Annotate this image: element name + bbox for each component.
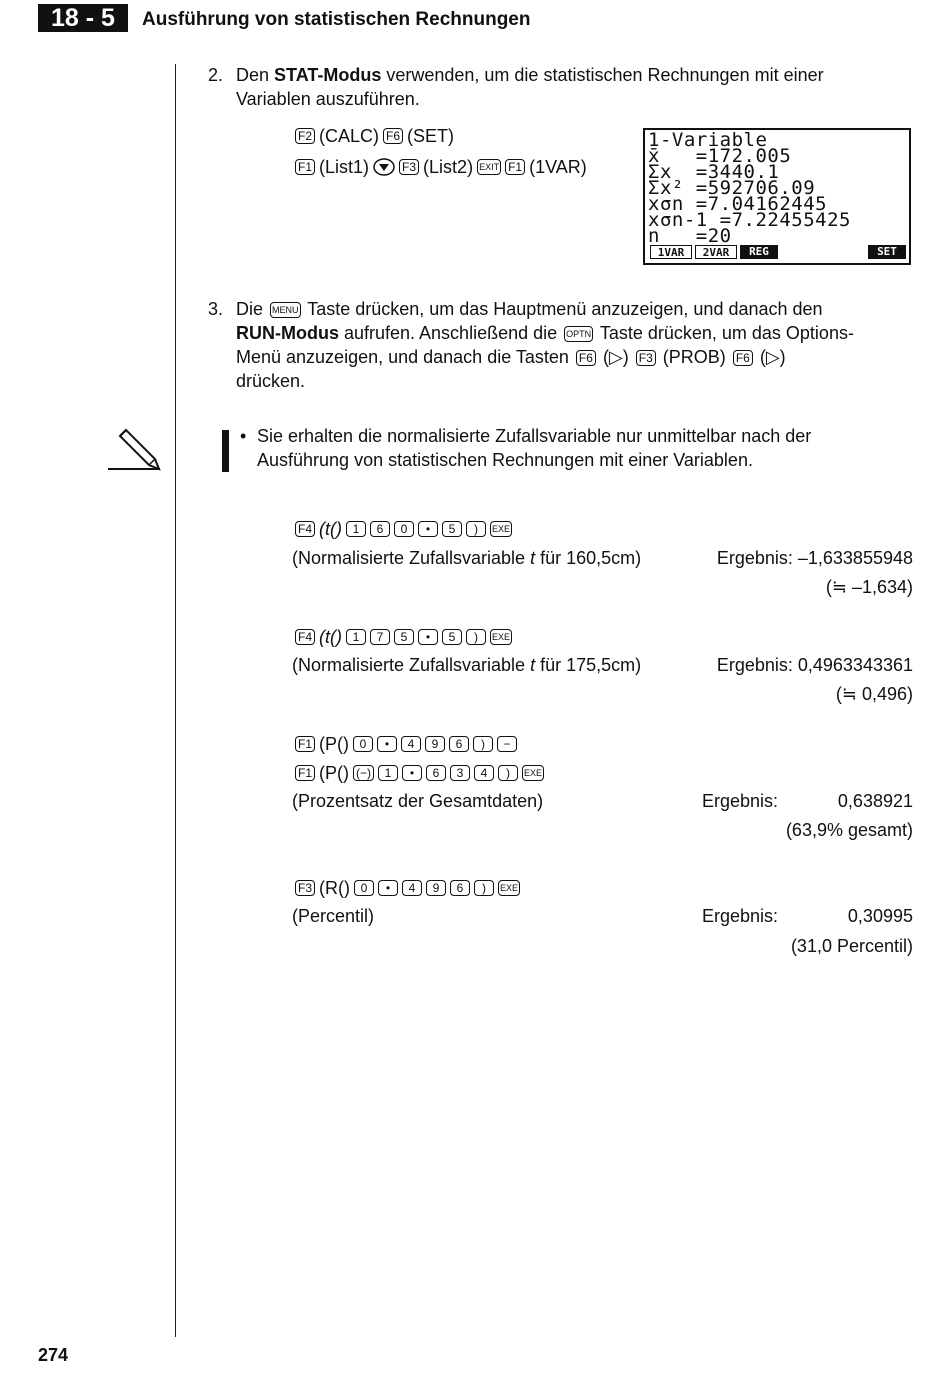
key-f1: F1 (505, 159, 525, 175)
key-f1: F1 (295, 765, 315, 781)
key-close-paren: ) (498, 765, 518, 781)
key-0: 0 (353, 736, 373, 752)
ex4-description: (Percentil) (292, 906, 375, 926)
note-text: Sie erhalten die normalisierte Zufallsvariable nur unmittelbar nach der Ausführung von statistischen Rechnungen mit einer Variablen. (257, 426, 812, 470)
key-negative: (−) (353, 765, 374, 781)
ex2-approx: (≒ 0,496) (835, 684, 913, 704)
note-bar (222, 430, 229, 472)
key-1: 1 (378, 765, 398, 781)
step3-text: Die MENU Taste drücken, um das Hauptmenü anzuzeigen, und danach den RUN-Modus aufrufen. Anschließend die OPTN Taste drücken, um das Options- Menü anzuzeigen, und danach die Tasten F6 (▷) F3 (PROB) F6 (▷) drücken. (236, 299, 854, 391)
softkey-bar (648, 245, 906, 260)
key-1: 1 (346, 629, 366, 645)
key-f6: F6 (733, 350, 753, 366)
key-6: 6 (370, 521, 390, 537)
key-optn: OPTN (564, 326, 593, 342)
screen-line: n =20 (648, 225, 732, 247)
ex1-result: Ergebnis: –1,633855948 (716, 548, 913, 568)
key-close-paren: ) (473, 736, 493, 752)
ex2-description: (Normalisierte Zufallsvariable t für 175,5cm) (292, 655, 642, 675)
key-f6: F6 (576, 350, 596, 366)
key-9: 9 (425, 736, 445, 752)
ex4-result-label: Ergebnis: (702, 906, 779, 926)
ex4-result-value: 0,30995 (847, 906, 913, 926)
ex3-keys-a: F1 (P() 0 • 4 9 6 ) − (293, 732, 519, 756)
key-f3: F3 (295, 880, 315, 896)
key-3: 3 (450, 765, 470, 781)
softkey-reg: REG (740, 245, 778, 259)
run-mode-label: RUN-Modus (236, 323, 339, 343)
stat-mode-label: STAT-Modus (274, 65, 382, 85)
ex4-keys: F3 (R() 0 • 4 9 6 ) EXE (293, 876, 522, 900)
softkey-set: SET (868, 245, 906, 259)
screen-line: xσn =7.04162445 (648, 193, 828, 215)
key-exe: EXE (490, 521, 512, 537)
key-5: 5 (442, 629, 462, 645)
softkey-2var: 2VAR (695, 245, 737, 259)
key-f3: F3 (636, 350, 656, 366)
key-close-paren: ) (474, 880, 494, 896)
key-dot: • (418, 521, 438, 537)
note-bullet: • (240, 426, 247, 446)
key-4: 4 (401, 736, 421, 752)
key-0: 0 (394, 521, 414, 537)
key-4: 4 (402, 880, 422, 896)
key-5: 5 (394, 629, 414, 645)
cursor-down-icon (373, 158, 395, 176)
step2-number: 2. (208, 65, 224, 85)
key-5: 5 (442, 521, 462, 537)
key-exit: EXIT (477, 159, 501, 175)
key-f1: F1 (295, 736, 315, 752)
step3-number: 3. (208, 299, 224, 319)
softkey-1var: 1VAR (650, 245, 692, 259)
key-exe: EXE (522, 765, 544, 781)
page-number: 274 (38, 1345, 69, 1365)
key-menu: MENU (270, 302, 301, 318)
key-dot: • (418, 629, 438, 645)
key-dot: • (378, 880, 398, 896)
key-f4: F4 (295, 629, 315, 645)
screen-line: Σx =3440.1 (648, 161, 780, 183)
step2-keys-line1: F2 (CALC) F6 (SET) (293, 124, 456, 148)
key-f3: F3 (399, 159, 419, 175)
ex3-result-label: Ergebnis: (702, 791, 779, 811)
calculator-screen (643, 128, 911, 265)
step2-text: Den STAT-Modus verwenden, um die statistischen Rechnungen mit einer Variablen auszuführen. (236, 65, 824, 109)
key-exe: EXE (490, 629, 512, 645)
key-exe: EXE (498, 880, 520, 896)
screen-line: xσn-1 =7.22455425 (648, 209, 851, 231)
pencil-icon (106, 424, 164, 472)
ex1-keys: F4 (t() 1 6 0 • 5 ) EXE (293, 517, 514, 541)
key-f6: F6 (383, 128, 403, 144)
key-7: 7 (370, 629, 390, 645)
key-dot: • (377, 736, 397, 752)
key-9: 9 (426, 880, 446, 896)
ex2-keys: F4 (t() 1 7 5 • 5 ) EXE (293, 625, 514, 649)
ex1-description: (Normalisierte Zufallsvariable t für 160,5cm) (292, 548, 642, 568)
key-f2: F2 (295, 128, 315, 144)
ex2-result: Ergebnis: 0,4963343361 (716, 655, 913, 675)
screen-line: 1-Variable (648, 129, 768, 151)
key-dot: • (402, 765, 422, 781)
screen-line: x̄ =172.005 (648, 145, 792, 167)
key-minus: − (497, 736, 517, 752)
key-close-paren: ) (466, 629, 486, 645)
step2-keys-line2: F1 (List1) F3 (List2) EXIT F1 (1VAR) (293, 155, 589, 179)
key-0: 0 (354, 880, 374, 896)
margin-rule (175, 64, 176, 1337)
key-close-paren: ) (466, 521, 486, 537)
ex3-keys-b: F1 (P() (−) 1 • 6 3 4 ) EXE (293, 761, 546, 785)
key-6: 6 (449, 736, 469, 752)
ex1-approx: (≒ –1,634) (825, 577, 913, 597)
ex3-note: (63,9% gesamt) (785, 820, 913, 840)
screen-line: Σx² =592706.09 (648, 177, 816, 199)
ex3-description: (Prozentsatz der Gesamtdaten) (292, 791, 544, 811)
key-6: 6 (426, 765, 446, 781)
key-1: 1 (346, 521, 366, 537)
chapter-badge: 18 - 5 (38, 4, 128, 32)
section-title: Ausführung von statistischen Rechnungen (142, 9, 531, 30)
ex4-note: (31,0 Percentil) (790, 936, 913, 956)
key-6: 6 (450, 880, 470, 896)
key-f1: F1 (295, 159, 315, 175)
key-f4: F4 (295, 521, 315, 537)
ex3-result-value: 0,638921 (837, 791, 913, 811)
key-4: 4 (474, 765, 494, 781)
